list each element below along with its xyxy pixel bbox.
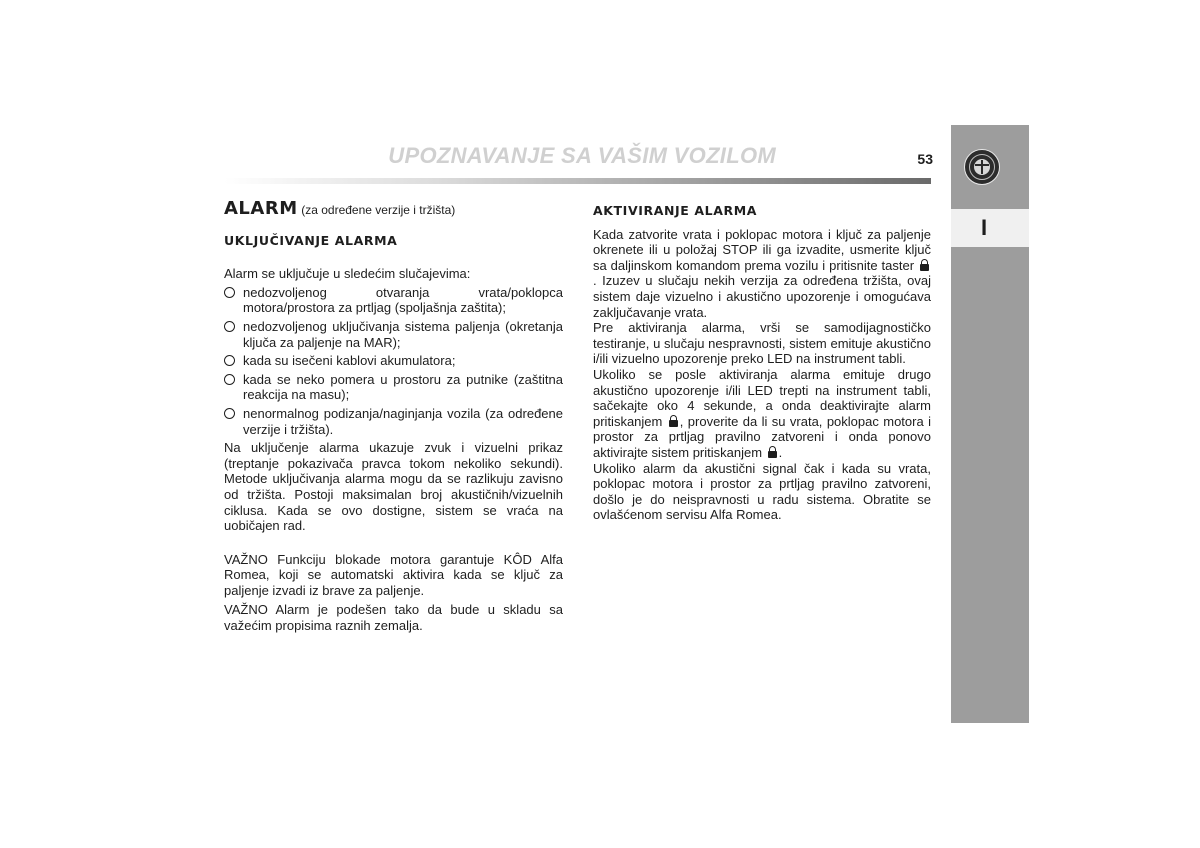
conditions-list: [224, 285, 563, 437]
chapter-tab-box: [951, 209, 1029, 247]
lock-icon: [768, 446, 777, 458]
intro-text: Alarm se uključuje u sledećim slučajevima:: [224, 266, 471, 282]
header-rule: [224, 178, 931, 184]
list-item: kada se neko pomera u prostoru za putnike (zaštitna reakcija na masu);: [224, 372, 563, 403]
alfa-romeo-logo-icon: [964, 149, 1000, 185]
right-column: [593, 201, 931, 523]
list-item: kada su isečeni kablovi akumulatora;: [224, 353, 563, 369]
activation-paragraph-4: Ukoliko alarm da akustični signal čak i kada su vrata, poklopac motora i prostor za prtljag pravilno zatvoreni, došlo je do neispravnosti u radu sistema. Obratite se ovlašćenom servisu Alfa Romea.: [593, 460, 931, 523]
running-header-title: UPOZNAVANJE SA VAŠIM VOZILOM: [388, 143, 776, 168]
important-note-engine-block: VAŽNO Funkciju blokade motora garantuje KÔD Alfa Romea, koji se automatski aktivira kada se ključ za paljenje izvadi iz brave za paljenje.: [224, 551, 563, 598]
list-item: nedozvoljenog uključivanja sistema paljenja (okretanja ključa za paljenje na MAR);: [224, 319, 563, 350]
list-item: nenormalnog podizanja/naginjanja vozila (za određene verzije i tržišta).: [224, 406, 563, 437]
important-note-regulations: VAŽNO Alarm je podešen tako da bude u skladu sa važećim propisima raznih zemalja.: [224, 602, 563, 634]
section-title-main: ALARM: [224, 198, 298, 219]
subheading-enable-alarm: UKLJUČIVANJE ALARMA: [224, 232, 398, 248]
lock-icon: [920, 259, 929, 271]
subheading-activate-alarm: AKTIVIRANJE ALARMA: [593, 203, 758, 218]
activation-paragraph-3: Ukoliko se posle aktiviranja alarma emituje drugo akustično upozorenje i/ili LED trepti na instrument tabli, sačekajte oko 4 sekunde, a onda deaktivirajte alarm pritiskanjem , proverite da li su vrata, poklopac motora i prostor za prtljag pravilno zatvoreni i onda ponovo aktivirajte sistem pritiskanjem .: [593, 366, 931, 460]
circle-bullet-icon: [224, 355, 235, 366]
chapter-numeral: I: [980, 215, 988, 240]
circle-bullet-icon: [224, 287, 235, 298]
activation-body: [593, 227, 931, 523]
alarm-indication-paragraph: Na uključenje alarma ukazuje zvuk i vizuelni prikaz (treptanje pokazivača pravca tokom nekoliko sekundi). Metode uključivanja alarma mogu da se razlikuju zavisno od tržišta. Postoji maksimalan broj akustičnih/vizuelnih ciklusa. Kada se ovo dostigne, sistem se vraća na uobičajen rad.: [224, 440, 563, 534]
circle-bullet-icon: [224, 321, 235, 332]
circle-bullet-icon: [224, 374, 235, 385]
lock-icon: [669, 415, 678, 427]
section-title: [224, 198, 563, 219]
section-title-note: (za određene verzije i tržišta): [301, 203, 456, 217]
left-column: [224, 198, 563, 634]
activation-paragraph-2: Pre aktiviranja alarma, vrši se samodijagnostičko testiranje, u slučaju nespravnosti, sistem emituje akustično i/ili vizuelno upozorenje preko LED na instrument tabli.: [593, 320, 931, 367]
logo-cross: [974, 159, 990, 175]
page-number: 53: [917, 151, 933, 167]
circle-bullet-icon: [224, 408, 235, 419]
activation-paragraph-1: Kada zatvorite vrata i poklopac motora i ključ za paljenje okrenete ili u položaj STOP ili ga izvadite, usmerite ključ sa daljinskom komandom prema vozilu i pritisnite taster . Izuzev u slučaju nekih verzija za određena tržišta, ovaj sistem daje vizuelno i akustično upozorenje i omogućava zaključavanje vrata.: [593, 226, 931, 320]
list-item: nedozvoljenog otvaranja vrata/poklopca motora/prostora za prtljag (spoljašnja zaštita);: [224, 285, 563, 316]
